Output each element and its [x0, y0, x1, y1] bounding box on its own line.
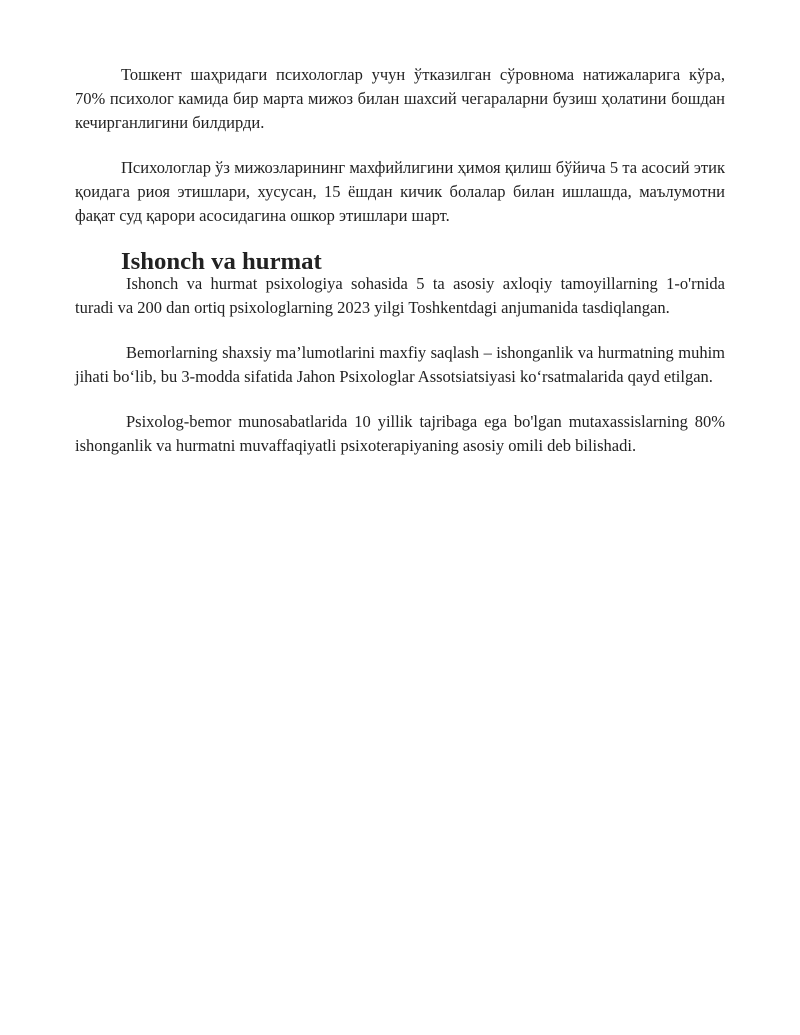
paragraph-data-privacy: Bemorlarning shaxsiy ma’lumotlarini maxfiy saqlash – ishonganlik va hurmatning muhim jihati bo‘lib, bu 3-modda sifatida Jahon Psixologlar Assotsiatsiyasi ko‘rsatmalarida qayd etilgan. [75, 343, 725, 386]
paragraph-trust-principle: Ishonch va hurmat psixologiya sohasida 5 ta asosiy axloqiy tamoyillarning 1-o'rnida turadi va 200 dan ortiq psixologlarning 2023 yilgi Toshkentdagi anjumanida tasdiqlangan. [75, 274, 725, 317]
paragraph-therapy-factor: Psixolog-bemor munosabatlarida 10 yillik tajribaga ega bo'lgan mutaxassislarning 80% ishonganlik va hurmatni muvaffaqiyatli psixoterapiyaning asosiy omili deb bilishadi. [75, 412, 725, 455]
section-heading: Ishonch va hurmat [121, 248, 322, 275]
paragraph-confidentiality-rules: Психологлар ўз мижозларининг махфийлигини ҳимоя қилиш бўйича 5 та асосий этик қоидага риоя этишлари, хусусан, 15 ёшдан кичик болалар билан ишлашда, маълумотни фақат суд қарори асосидагина ошкор этишлари шарт. [75, 158, 725, 225]
document-body [75, 63, 725, 458]
paragraph-survey-results: Тошкент шаҳридаги психологлар учун ўтказилган сўровнома натижаларига кўра, 70% психолог камида бир марта мижоз билан шахсий чегараларни бузиш ҳолатини бошдан кечирганлигини билдирди. [75, 65, 725, 132]
